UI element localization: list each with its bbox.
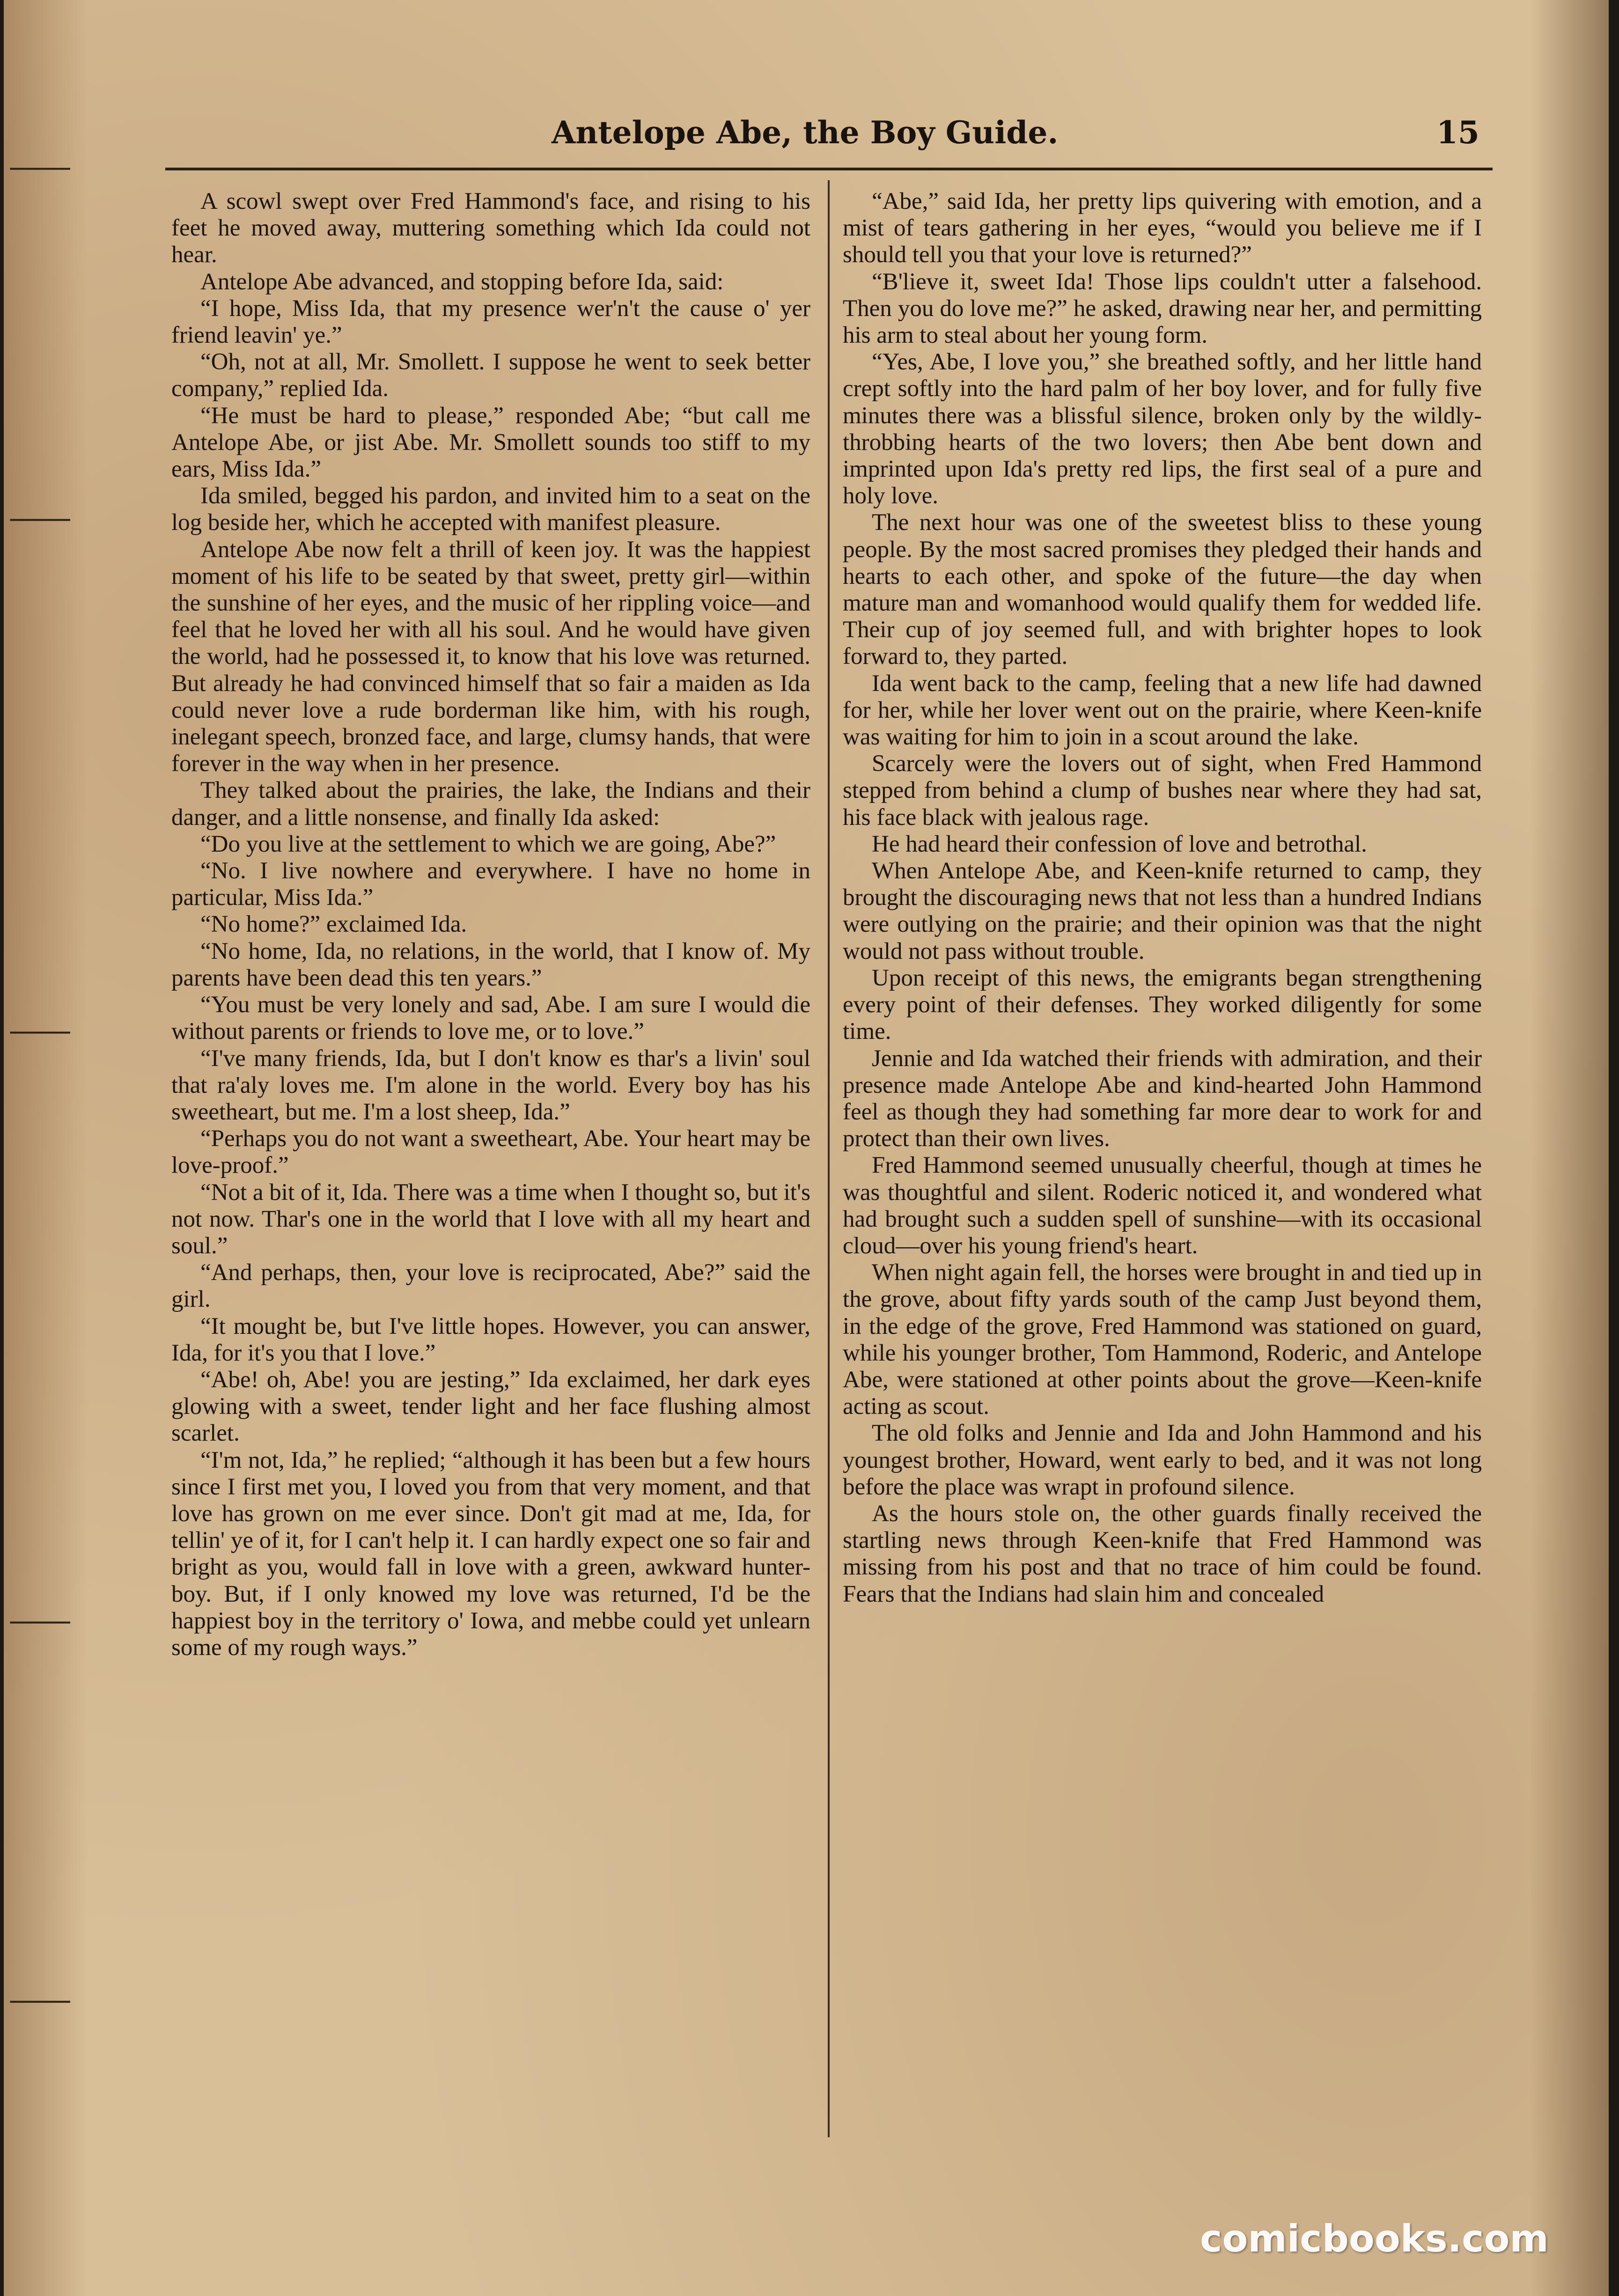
page-number: 15 (1436, 114, 1479, 151)
header-rule (165, 168, 1493, 170)
paragraph: “Abe,” said Ida, her pretty lips quivering with emotion, and a mist of tears gathering in her eyes, “would you believe me if I should tell you that your love is returned?” (843, 188, 1482, 268)
paragraph: “Not a bit of it, Ida. There was a time when I thought so, but it's not now. Thar's one in the world that I love with all my heart and soul.” (171, 1179, 810, 1259)
paragraph: Jennie and Ida watched their friends with admiration, and their presence made Antelope Abe and kind-hearted John Hammond feel as though they had something far more dear to work for and protect than their own lives. (843, 1045, 1482, 1152)
paragraph: Scarcely were the lovers out of sight, when Fred Hammond stepped from behind a clump of bushes near where they had sat, his face black with jealous rage. (843, 751, 1482, 831)
paragraph: Antelope Abe now felt a thrill of keen joy. It was the happiest moment of his life to be seated by that sweet, pretty girl—within the sunshine of her eyes, and the music of her rippling voice—and feel that he loved her with all his soul. And he would have given the world, had he possessed it, to know that his love was returned. But already he had convinced himself that so fair a maiden as Ida could never love a rude borderman like him, with his rough, inelegant speech, bronzed face, and large, clumsy hands, that were forever in the way when in her presence. (171, 536, 810, 777)
paragraph: He had heard their confession of love and betrothal. (872, 831, 1367, 857)
text-column-left (171, 188, 810, 2136)
paragraph: A scowl swept over Fred Hammond's face, and rising to his feet he moved away, muttering something which Ida could not hear. (171, 188, 810, 268)
paragraph: “It mought be, but I've little hopes. However, you can answer, Ida, for it's you that I love.” (171, 1313, 810, 1366)
paragraph: “No home?” exclaimed Ida. (200, 911, 467, 938)
paragraph: They talked about the prairies, the lake, the Indians and their danger, and a little nonsense, and finally Ida asked: (171, 777, 810, 831)
binding-tack-mark: ⸺ (8, 1008, 72, 1052)
paragraph: “No home, Ida, no relations, in the world, that I know of. My parents have been dead this ten years.” (171, 938, 810, 991)
paragraph: “Oh, not at all, Mr. Smollett. I suppose he went to seek better company,” replied Ida. (171, 349, 810, 402)
text-column-right (843, 188, 1482, 2136)
paragraph: “B'lieve it, sweet Ida! Those lips couldn't utter a falsehood. Then you do love me?” he asked, drawing near her, and permitting his arm to steal about her young form. (843, 268, 1482, 349)
site-watermark: comicbooks.com (1200, 2217, 1549, 2260)
paragraph: Ida smiled, begged his pardon, and invited him to a seat on the log beside her, which he accepted with manifest pleasure. (171, 483, 810, 536)
paragraph: When night again fell, the horses were brought in and tied up in the grove, about fifty yards south of the camp Just beyond them, in the edge of the grove, Fred Hammond was stationed on guard, while his younger brother, Tom Hammond, Roderic, and Antelope Abe, were stationed at other points about the grove—Keen-knife acting as scout. (843, 1259, 1482, 1420)
paragraph: “I hope, Miss Ida, that my presence wer'n't the cause o' yer friend leavin' ye.” (171, 295, 810, 349)
paragraph: The next hour was one of the sweetest bliss to these young people. By the most sacred promises they pledged their hands and hearts to each other, and spoke of the future—the day when mature man and womanhood would qualify them for wedded life. Their cup of joy seemed full, and with brighter hopes to look forward to, they parted. (843, 509, 1482, 670)
paragraph: Upon receipt of this news, the emigrants began strengthening every point of their defenses. They worked diligently for some time. (843, 964, 1482, 1045)
binding-tack-mark: ⸺ (8, 144, 72, 188)
running-title: Antelope Abe, the Boy Guide. (552, 114, 1059, 151)
column-divider (828, 180, 830, 2137)
paragraph: “And perhaps, then, your love is reciprocated, Abe?” said the girl. (171, 1259, 810, 1313)
paragraph: Fred Hammond seemed unusually cheerful, though at times he was thoughtful and silent. Roderic noticed it, and wondered what had brought such a sudden spell of sunshine—with its occasional cloud—over his young friend's heart. (843, 1152, 1482, 1259)
binding-tack-mark: ⸺ (8, 1598, 72, 1641)
paragraph: Antelope Abe advanced, and stopping before Ida, said: (200, 268, 724, 295)
paragraph: “Yes, Abe, I love you,” she breathed softly, and her little hand crept softly into the hard palm of her boy lover, and for fully five minutes there was a blissful silence, broken only by the wildly-throbbing hearts of the two lovers; then Abe bent down and imprinted upon Ida's pretty red lips, the first seal of a pure and holy love. (843, 349, 1482, 509)
book-page (4, 0, 1609, 2296)
paragraph: “You must be very lonely and sad, Abe. I am sure I would die without parents or friends to love me, or to love.” (171, 992, 810, 1045)
paragraph: “He must be hard to please,” responded Abe; “but call me Antelope Abe, or jist Abe. Mr. Smollett sounds too stiff to my ears, Miss Ida.” (171, 402, 810, 483)
binding-tack-mark: ⸺ (8, 495, 72, 539)
paragraph: “I'm not, Ida,” he replied; “although it has been but a few hours since I first met you, I loved you from that very moment, and that love has grown on me ever since. Don't git mad at me, Ida, for tellin' ye of it, for I can't help it. I can hardly expect one so fair and bright as you, would fall in love with a green, awkward hunter-boy. But, if I only knowed my love was returned, I'd be the happiest boy in the territory o' Iowa, and mebbe could yet unlearn some of my rough ways.” (171, 1447, 810, 1661)
paragraph: “Perhaps you do not want a sweetheart, Abe. Your heart may be love-proof.” (171, 1126, 810, 1179)
paragraph: The old folks and Jennie and Ida and John Hammond and his youngest brother, Howard, went early to bed, and it was not long before the place was wrapt in profound silence. (843, 1420, 1482, 1500)
paragraph: “Abe! oh, Abe! you are jesting,” Ida exclaimed, her dark eyes glowing with a sweet, tender light and her face flushing almost scarlet. (171, 1366, 810, 1447)
binding-tack-mark: ⸺ (8, 1977, 72, 2021)
paragraph: As the hours stole on, the other guards finally received the startling news through Keen-knife that Fred Hammond was missing from his post and that no trace of him could be found. Fears that the Indians had slain him and concealed (843, 1500, 1482, 1607)
paragraph: When Antelope Abe, and Keen-knife returned to camp, they brought the discouraging news that not less than a hundred Indians were outlying on the prairie; and their opinion was that the night would not pass without trouble. (843, 858, 1482, 964)
paragraph: “I've many friends, Ida, but I don't know es thar's a livin' soul that ra'aly loves me. I'm alone in the world. Every boy has his sweetheart, but me. I'm a lost sheep, Ida.” (171, 1045, 810, 1125)
paragraph: “No. I live nowhere and everywhere. I have no home in particular, Miss Ida.” (171, 858, 810, 911)
paragraph: Ida went back to the camp, feeling that a new life had dawned for her, while her lover went out on the prairie, where Keen-knife was waiting for him to join in a scout around the lake. (843, 670, 1482, 751)
paragraph: “Do you live at the settlement to which we are going, Abe?” (200, 831, 776, 857)
